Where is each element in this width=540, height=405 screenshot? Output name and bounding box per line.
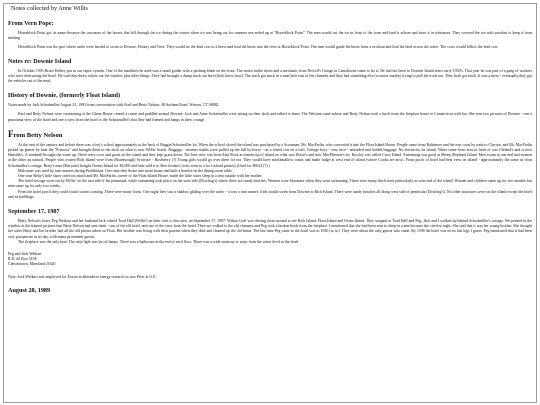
paragraph-fireplace: The fireplace was the only heat. The only light was by oil lamps. There was a bathroom at the end of each floor. There was a wide stairway or steps from the water level to the hotel. [18, 239, 300, 244]
heading-rest: rom Betty Nelson [13, 131, 63, 139]
paragraph-boys-school: At the turn of the century and before there was a boy's school approximately at the back of Baggie/Schottmiller lot. When the school closed the island was purchased by a Scotsman, Mr. MacFarlin, who converted it into the Float Island House. People came from Baltimore and the east coast by train to Clayton, and Mr. MacFarlin picked up guests by boat the "Princess" and brought them to the dock on what is now Willis' beach. Baggage - steamer trunks were pulled up the hill by horse - on a wheel cart on a trail. Cottage boys - very nice - unloaded and loaded baggage. No electricity on island. Water came from area in front of was Cleland's and is now Hamilin's. A windmill brought the water up. There were cows and goats on the island and they kept grass down. The best view was from East Rock at eastern tip of island on what was Dixon's and now MacPherson's lot. Rowley was called Crow Island. Swimming was good at Sheep (Peplum) Island. Men swam at one end and women at the other au natural. People who owned Rich Island were from (Rosebrough) Syracuse - Roseberry (?) Young girls would go over there for tea. They would have marshmallow roasts and make fudge at west end of island (where Cooks are now). Front porch of hotel had best view on island - approximately the same as from Schottmiller's cottage. Betty's aunt (Marjorie) bought Owens Island for $3,000 and later sold it to Bert Jordan's (who went to a lot cocktail parties) (Used for $6012 (?) ) [8, 142, 532, 168]
paragraph-rum-runners: Malcamer was used by rum runners during Prohibition. One time they broke into main house and built a bonfire on the dining room table. [18, 168, 233, 173]
heading-history-downie: History of Downie, (formerly Float Island) [8, 92, 121, 100]
paragraph-note: Note: Jack Weikart was employed for Exxon in alternative energy research as was Peter at G.E. [8, 274, 157, 279]
paragraph-hotel-sewage: The hotel sewage went out by Willis' on the east side if the peninsula, while swimming took place on the west side (Dowling's) where there are sandy beaches. Women wore bloomers when they went swimming. There were many birch trees particularly at west end of the island. Women and children came up for two months but men came up for only two weeks. [8, 179, 532, 189]
address-line: R.D. #2 Box 315E [8, 257, 37, 262]
heading-august-1989: August 28, 1989 [8, 286, 51, 294]
address-line: Peg and Jack Weikart [8, 252, 42, 257]
paragraph-notes-made: Notes made by Jack Schottmiller August 23, 1983 from conversation with Karl and Betty Nelson, 48 Sachem Road, Weston, CT 06882 [8, 103, 219, 108]
address-block [8, 252, 532, 268]
heading-drop-letter: F [8, 128, 14, 139]
document-page [3, 3, 537, 403]
paragraph-septic-system: In October 1905 Bruce Kelsey put in our septic system. One of the machines he used was a small grader with a pushing blade on the front. The motor broke down and a mechanic from Newell's Garage in Lansdowne came to fix it. He had not been to Downie Island since early 1950's. That year he was part of a gang of workers who were destructing the hotel. He said they threw toilets out the window plus other things. They had brought a dump truck out here (don't know how). The truck got stuck in a mud hole east of the chimney and they had something else (a tractor maybe) trying to pull the truck out. They both got stuck. It was a mess - eventually they got the vehicles out of the mud. [8, 68, 532, 84]
document-body [8, 4, 532, 298]
address-line: Chestertown, Maryland 21620 [8, 262, 56, 267]
paragraph-horseblock-name: Horseblock Point got its name because the carcasses of the horses that fell through the ice during the winter when ice was being cut for summer use ended up at "Horseblock Point". The men would cut the ice in front of the town and haul it ashore and store it in icehouses. They covered the ice with sawdust to keep it from melting. [8, 31, 532, 41]
heading-downie-notes: Notes re: Downie Island [8, 57, 72, 65]
document-title: Notes collected by Anne Willis [11, 5, 88, 12]
heading-betty-nelson [8, 130, 532, 140]
paragraph-nelsons-visit: Karl and Betty Nelson were vacationing at the Glenn House, rented a canoe and paddled around Downie. Jack and Anne Schottmiller were sitting on their dock and talked to them. The Nelsons came ashore and Betty Nelson took a brick from the fireplace home to Connecticut with her. She sent two pictures of Downie - one a panorama view of the hotel and one a view from the hotel to the Schottmiller's that they had framed and hangs in their cottage. [8, 112, 532, 122]
heading-vern-pope: From Vern Pope: [8, 20, 54, 27]
paragraph-horseblock-cattle: Horseblock Point was the spot where cattle were herded to swim to Downie, Hickey and Vave. They would tie the lead cow to a horse and lead the horse into the river at Horseblock Point. The men would guide the horse from a rowboat and lead the herd across the water. The cows would follow the lead cow. [18, 45, 499, 50]
paragraph-weikart-visit: Betty Nelson's sister, Peg Weikart and her husband Jack visited Toad Hall (Willis') on their visit to this area, on September 17, 1987. Wilson Goff was driving them around to see Rich Island, Float Island and Owen Island. They stopped at Toad Hall and Peg, Jack and I walked up behind Schottmiller's cottage. We peeked in the window at the framed pictures that Betty Nelson had sent them - one of the old hotel, and one of the view from the hotel. Then we walked to the old chimney and Peg took a broken brick from the fireplace. I mentioned that she had been sent to sleep in a tent because she cried at night. She said that it was her young brother. She thought her sister Betty and her brother had all the old photos taken on Float. Her brother was living with their parents when they died and cleaned up the old home. The last time Peg came to the hotel was in 1930 (or so). They were about the only guests who came. By 1938 the hotel was on its last legs I guess. Peg mentioned that it had been very prosperous in its day, with many prominent guests. [8, 219, 532, 239]
paragraph-little-sister: One time Betty's little sister cried too much and Mr. MacFarlin, owner of the Float Island House, made the little sister sleep in a tent outside with her mother. [18, 174, 263, 179]
heading-september-1987: September 17, 1987 [8, 208, 60, 216]
paragraph-hotel-porch: From the hotel porch they could watch storms coming. There were many loons. One night they saw a shadow gliding over the water - it was a rum runner. Girls would swim from Downie to Rich Island. There were sandy beaches all along west side of peninsula (Dowling's). No other structures were on the island except the hotel and its buildings. [8, 189, 532, 199]
